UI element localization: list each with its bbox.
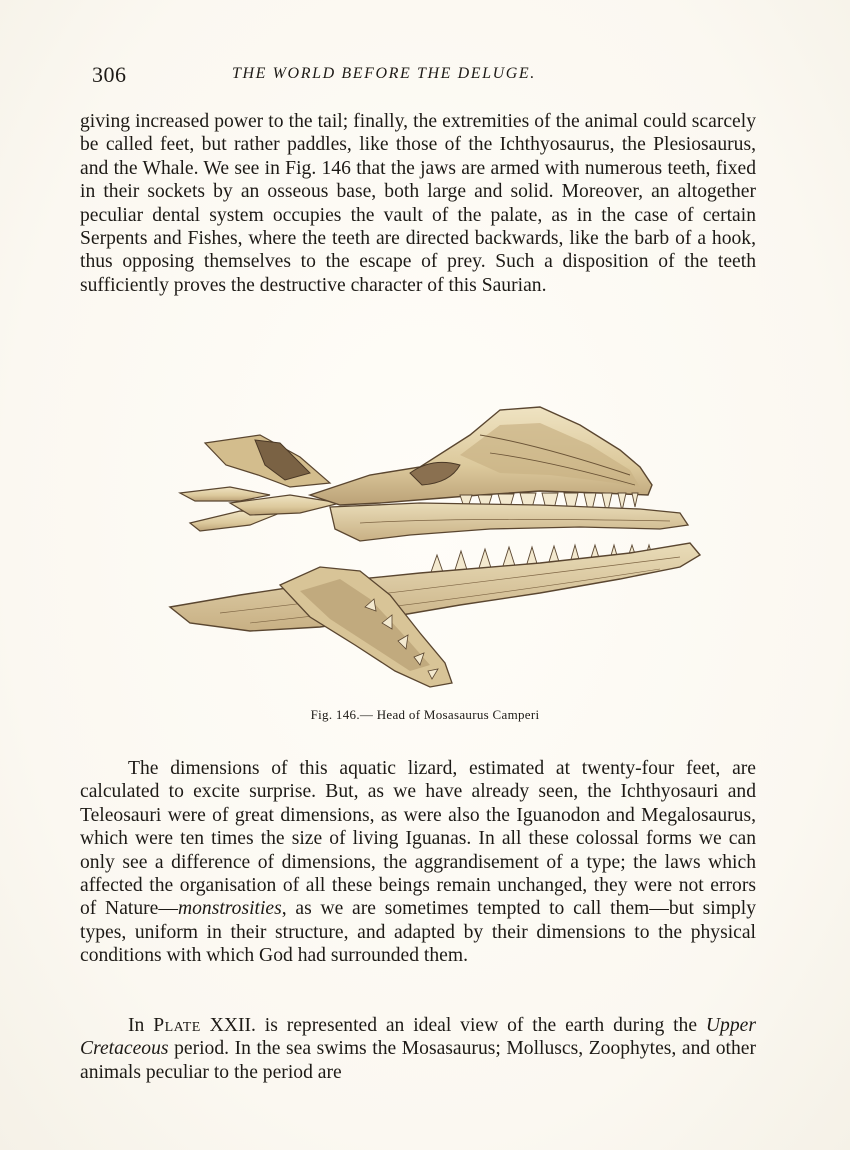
figure-mosasaurus-skull <box>160 395 710 695</box>
paragraph-3-end: period. In the sea swims the Mosasaurus; Molluscs, Zoophytes, and other animals peculiar to the period are <box>80 1038 756 1083</box>
paragraph-3-mid: XXII. is represented an ideal view of the earth during the <box>200 1015 706 1036</box>
figure-caption: Fig. 146.— Head of Mosasaurus Camperi <box>310 707 540 722</box>
paragraph-2-italic: monstrosities <box>177 898 282 920</box>
paragraph-3-plate-word: Plate <box>153 1015 201 1036</box>
paragraph-3 <box>80 1014 756 1084</box>
paragraph-3-start: In <box>128 1015 154 1036</box>
paragraph-3-italic: Upper Cretaceous <box>80 1015 756 1060</box>
mandible <box>170 543 700 631</box>
paragraph-2 <box>80 757 756 968</box>
paragraph-1-text: giving increased power to the tail; finally, the extremities of the animal could scarcely be called feet, but rather paddles, like those of the Ichthyosaurus, the Plesiosaurus, and the Whale. We see in Fig. 146 that the jaws are armed with numerous teeth, fixed in their sockets by an osseous base, both large and solid. Moreover, an altogether peculiar dental system occupies the vault of the palate, as in the case of certain Serpents and Fishes, where the teeth are directed backwards, like the barb of a hook, thus opposing themselves to the escape of prey. Such a disposition of the teeth sufficiently proves the destructive character of this Saurian. <box>80 111 756 296</box>
paragraph-3-text <box>80 1014 756 1084</box>
mosasaurus-skull-illustration <box>160 395 710 695</box>
paragraph-2-text <box>80 757 756 968</box>
running-title: THE WORLD BEFORE THE DELUGE. <box>232 65 536 82</box>
paragraph-2-part-2: , as we are sometimes tempted to call them—but simply types, uniform in their structure, and adapted by their dimensions to the physical conditions with which God had surrounded them. <box>80 898 756 967</box>
paragraph-2-part-1: The dimensions of this aquatic lizard, estimated at twenty-four feet, are calculated to excite surprise. But, as we have already seen, the Ichthyosauri and Teleosauri were of great dimensions, as were also the Iguanodon and Megalosaurus, which were ten times the size of living Iguanas. In all these colossal forms we can only see a difference of dimensions, the aggrandisement of a type; the laws which affected the organisation of all these beings remain unchanged, they were not errors of Nature— <box>80 758 756 920</box>
paragraph-1 <box>80 110 756 297</box>
page-number: 306 <box>92 62 127 87</box>
running-head <box>92 62 752 90</box>
